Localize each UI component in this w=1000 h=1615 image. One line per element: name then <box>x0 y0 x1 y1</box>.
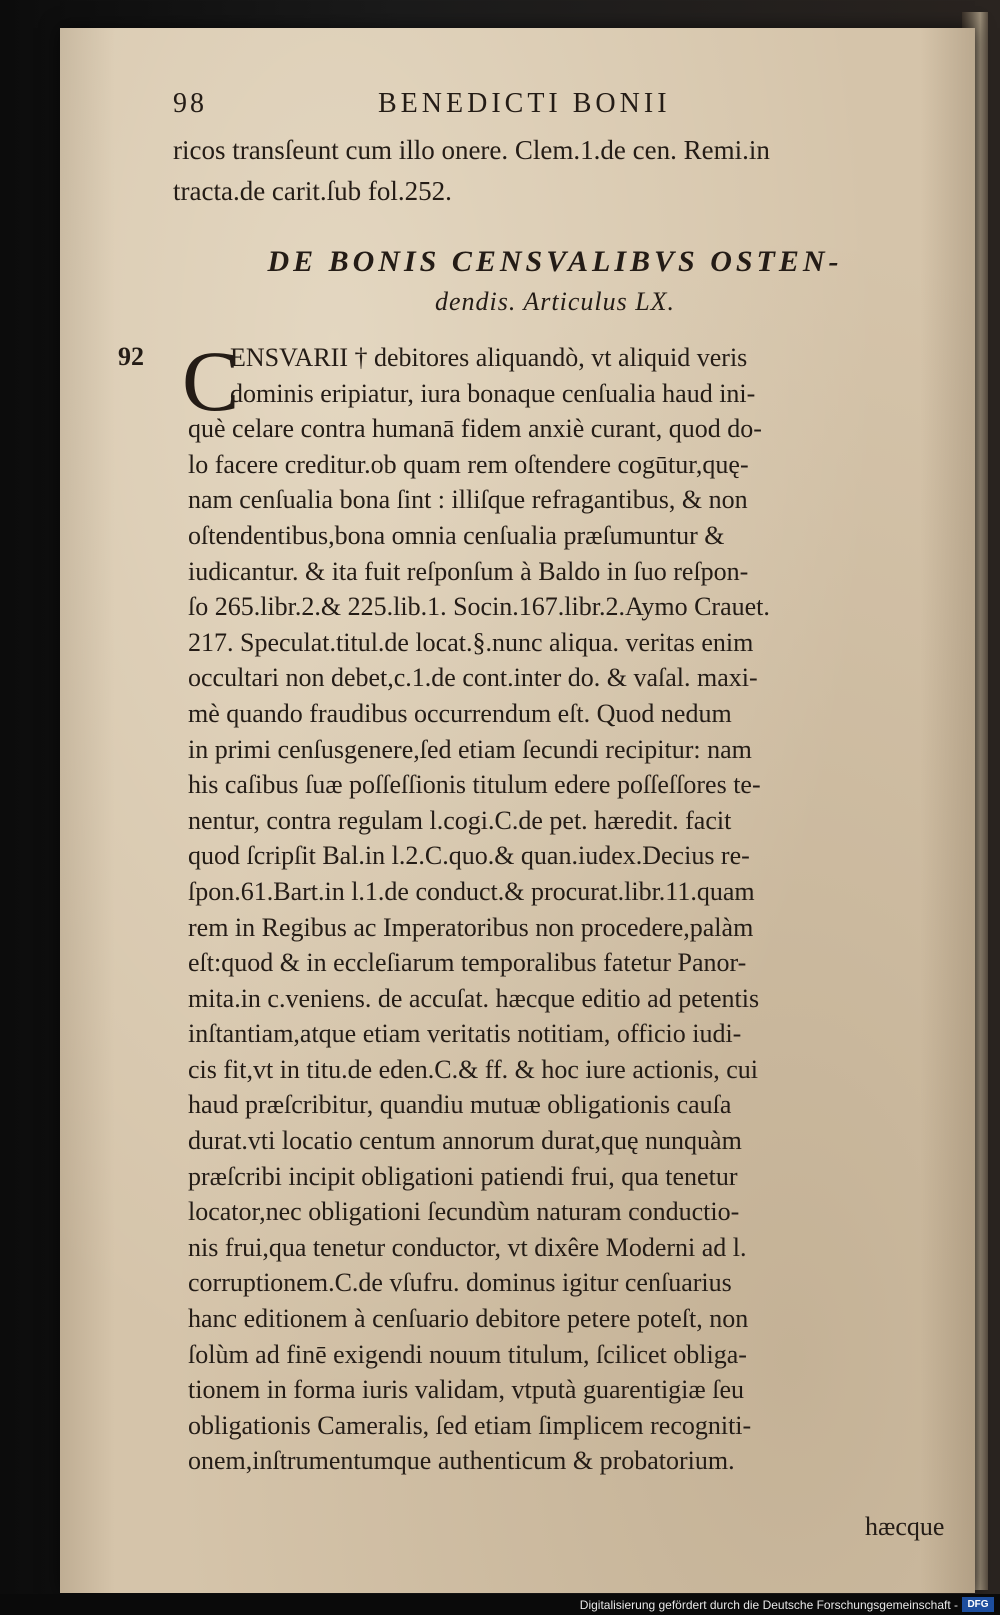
body-line: ſpon.61.Bart.in l.1.de conduct.& procurat.libr.11.quam <box>188 876 755 906</box>
digitization-footer <box>0 1594 1000 1615</box>
body-line: in primi cenſusgenere,ſed etiam ſecundi recipitur: nam <box>188 734 752 764</box>
margin-note-number: 92 <box>118 342 144 371</box>
body-line: ſo 265.libr.2.& 225.lib.1. Socin.167.libr.2.Aymo Crauet. <box>188 592 770 622</box>
body-line: mita.in c.veniens. de accuſat. hæcque editio ad petentis <box>188 983 760 1013</box>
body-line: durat.vti locatio centum annorum durat,quę nunquàm <box>188 1126 742 1156</box>
body-line: lo facere creditur.ob quam rem oſtendere cogūtur,quę- <box>188 449 749 479</box>
drop-cap: C <box>182 333 240 429</box>
body-line: locator,nec obligationi ſecundùm naturam conductio- <box>188 1197 740 1227</box>
body-line: his caſibus ſuæ poſſeſſionis titulum edere poſſeſſores te- <box>188 770 761 800</box>
body-line: 217. Speculat.titul.de locat.§.nunc aliqua. veritas enim <box>188 627 754 657</box>
body-line: obligationis Cameralis, ſed etiam ſimplicem recogniti- <box>188 1410 752 1440</box>
catchword: hæcque <box>865 1512 945 1541</box>
body-line: eſt:quod & in eccleſiarum temporalibus fatetur Panor- <box>188 948 747 978</box>
footer-credit: Digitalisierung gefördert durch die Deutsche Forschungsgemeinschaft - <box>579 1598 958 1612</box>
body-line: onem,inſtrumentumque authenticum & probatorium. <box>188 1446 735 1476</box>
body-line: tionem in forma iuris validam, vtputà guarentigiæ ſeu <box>188 1375 744 1405</box>
body-line: rem in Regibus ac Imperatoribus non procedere,palàm <box>188 912 754 942</box>
continuation-text <box>173 130 933 212</box>
continuation-line: ricos transſeunt cum illo onere. Clem.1.de cen. Remi.in <box>173 135 770 165</box>
continuation-line: tracta.de carit.ſub fol.252. <box>173 176 452 206</box>
dfg-logo: DFG <box>962 1597 994 1612</box>
body-line: dominis eripiatur, iura bonaque cenſualia haud ini- <box>230 378 756 408</box>
article-heading <box>175 242 935 322</box>
article-heading-line-2: dendis. Articulus LX. <box>434 287 676 316</box>
body-line: haud præſcribitur, quandiu mutuæ obligationis cauſa <box>188 1090 732 1120</box>
body-line: cis fit,vt in titu.de eden.C.& ff. & hoc iure actionis, cui <box>188 1054 758 1084</box>
body-line: præſcribi incipit obligationi patiendi frui, qua tenetur <box>188 1161 738 1191</box>
body-line: nentur, contra regulam l.cogi.C.de pet. hæredit. facit <box>188 805 732 835</box>
article-heading-line-1: DE BONIS CENSVALIBVS OSTEN- <box>267 245 843 278</box>
body-line: inſtantiam,atque etiam veritatis notitiam, officio iudi- <box>188 1019 742 1049</box>
page-number: 98 <box>173 88 207 119</box>
body-text <box>188 340 940 1479</box>
body-line: corruptionem.C.de vſufru. dominus igitur cenſuarius <box>188 1268 732 1298</box>
body-line: mè quando fraudibus occurrendum eſt. Quod nedum <box>188 698 732 728</box>
running-head-title: BENEDICTI BONII <box>378 88 671 119</box>
body-line: occultari non debet,c.1.de cont.inter do. & vaſal. maxi- <box>188 663 758 693</box>
running-head <box>173 88 933 124</box>
body-line: iudicantur. & ita fuit reſponſum à Baldo in ſuo reſpon- <box>188 556 749 586</box>
body-line: nis frui,qua tenetur conductor, vt dixêre Moderni ad l. <box>188 1232 747 1262</box>
body-line: què celare contra humanā fidem anxiè curant, quod do- <box>188 414 762 444</box>
body-line: quod ſcripſit Bal.in l.2.C.quo.& quan.iudex.Decius re- <box>188 841 750 871</box>
body-line: hanc editionem à cenſuario debitore petere poteſt, non <box>188 1304 749 1334</box>
body-line: ENSVARII † debitores aliquandò, vt aliquid veris <box>230 343 748 372</box>
body-line: nam cenſualia bona ſint : illiſque refragantibus, & non <box>188 485 748 515</box>
body-line: ſolùm ad finē exigendi nouum titulum, ſcilicet obliga- <box>188 1339 747 1369</box>
body-line: oſtendentibus,bona omnia cenſualia præſumuntur & <box>188 520 725 550</box>
